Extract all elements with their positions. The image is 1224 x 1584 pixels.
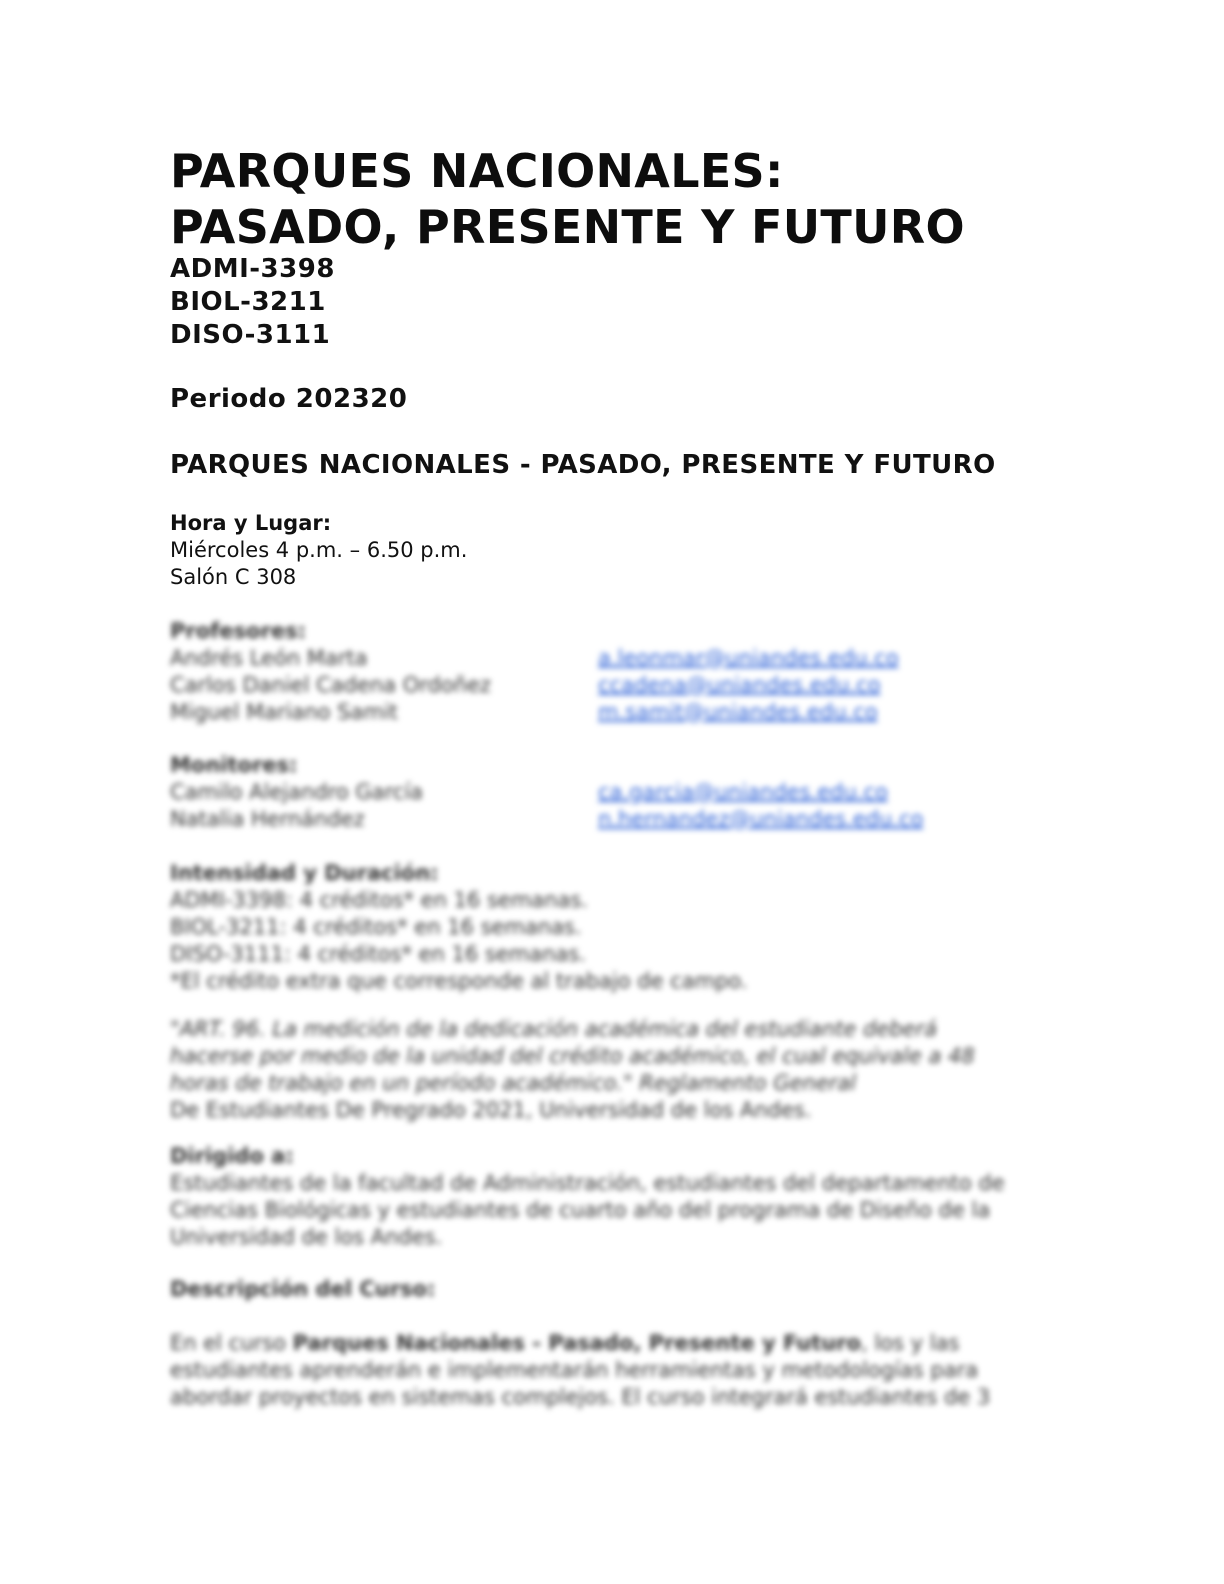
dirigido-line: Estudiantes de la facultad de Administración, estudiantes del departamento de	[170, 1171, 1005, 1195]
articulo-quote	[170, 1016, 1040, 1124]
quote-line: horas de trabajo en un período académico." Reglamento General	[170, 1071, 857, 1095]
profesor-email-link[interactable]: ccadena@uniandes.edu.co	[598, 673, 881, 697]
monitor-name: Camilo Alejandro García	[170, 780, 423, 804]
descripcion-intro: En el curso	[170, 1331, 293, 1355]
title-line-2: PASADO, PRESENTE Y FUTURO	[170, 200, 965, 254]
descripcion-line-end: , los y las	[860, 1331, 960, 1355]
dirigido-line: Ciencias Biológicas y estudiantes de cuarto año del programa de Diseño de la	[170, 1198, 991, 1222]
profesor-name: Andrés León Marta	[170, 646, 368, 670]
period: Periodo 202320	[170, 384, 408, 414]
monitor-email-link[interactable]: ca.garcia@uniandes.edu.co	[598, 780, 888, 804]
descripcion-line	[170, 1330, 1040, 1357]
monitor-name: Natalia Hernández	[170, 807, 365, 831]
profesores-heading: Profesores:	[170, 619, 306, 643]
monitor-email-link[interactable]: n.hernandez@uniandes.edu.co	[598, 807, 924, 831]
intensidad-section	[170, 860, 1070, 995]
descripcion-section	[170, 1330, 1040, 1411]
profesor-email-link[interactable]: m.samit@uniandes.edu.co	[598, 700, 878, 724]
descripcion-line: abordar proyectos en sistemas complejos. El curso integrará estudiantes de 3	[170, 1385, 991, 1409]
course-subtitle: PARQUES NACIONALES - PASADO, PRESENTE Y FUTURO	[170, 450, 996, 480]
intensidad-footnote: *El crédito extra que corresponde al trabajo de campo.	[170, 969, 748, 993]
dirigido-heading: Dirigido a:	[170, 1144, 294, 1168]
course-code: DISO-3111	[170, 320, 331, 350]
profesor-row	[170, 645, 970, 672]
intensidad-line: DISO-3111: 4 créditos* en 16 semanas.	[170, 942, 586, 966]
quote-line: "ART. 96. La medición de la dedicación académica del estudiante deberá	[170, 1017, 937, 1041]
dirigido-line: Universidad de los Andes.	[170, 1225, 443, 1249]
quote-line: hacerse por medio de la unidad del crédito académico, el cual equivale a 48	[170, 1044, 975, 1068]
course-code: BIOL-3211	[170, 287, 326, 317]
document-title	[170, 143, 965, 255]
intensidad-heading: Intensidad y Duración:	[170, 861, 439, 885]
course-name-bold: Parques Nacionales - Pasado, Presente y Futuro	[292, 1331, 861, 1355]
profesor-name: Miguel Mariano Samit	[170, 700, 398, 724]
title-line-1: PARQUES NACIONALES:	[170, 144, 784, 198]
intensidad-line: BIOL-3211: 4 créditos* en 16 semanas.	[170, 915, 582, 939]
descripcion-line: estudiantes aprenderán e implementarán herramientas y metodologías para	[170, 1358, 979, 1382]
profesores-section	[170, 618, 970, 726]
descripcion-heading: Descripción del Curso:	[170, 1277, 436, 1301]
course-code: ADMI-3398	[170, 254, 335, 284]
hora-lugar-heading: Hora y Lugar:	[170, 511, 332, 535]
course-codes	[170, 253, 335, 352]
room-text: Salón C 308	[170, 565, 297, 589]
monitor-row	[170, 779, 970, 806]
monitores-heading: Monitores:	[170, 753, 298, 777]
profesor-row	[170, 699, 970, 726]
document-page	[170, 0, 1070, 1584]
monitor-row	[170, 806, 970, 833]
dirigido-section	[170, 1143, 1040, 1251]
profesor-row	[170, 672, 970, 699]
profesor-name: Carlos Daniel Cadena Ordoñez	[170, 673, 491, 697]
monitores-section	[170, 752, 970, 833]
descripcion-heading-wrap	[170, 1276, 435, 1303]
schedule-text: Miércoles 4 p.m. – 6.50 p.m.	[170, 538, 468, 562]
quote-source: De Estudiantes De Pregrado 2021, Universidad de los Andes.	[170, 1098, 812, 1122]
profesor-email-link[interactable]: a.leonmar@uniandes.edu.co	[598, 646, 899, 670]
hora-lugar-section	[170, 510, 467, 591]
intensidad-line: ADMI-3398: 4 créditos* en 16 semanas.	[170, 888, 588, 912]
